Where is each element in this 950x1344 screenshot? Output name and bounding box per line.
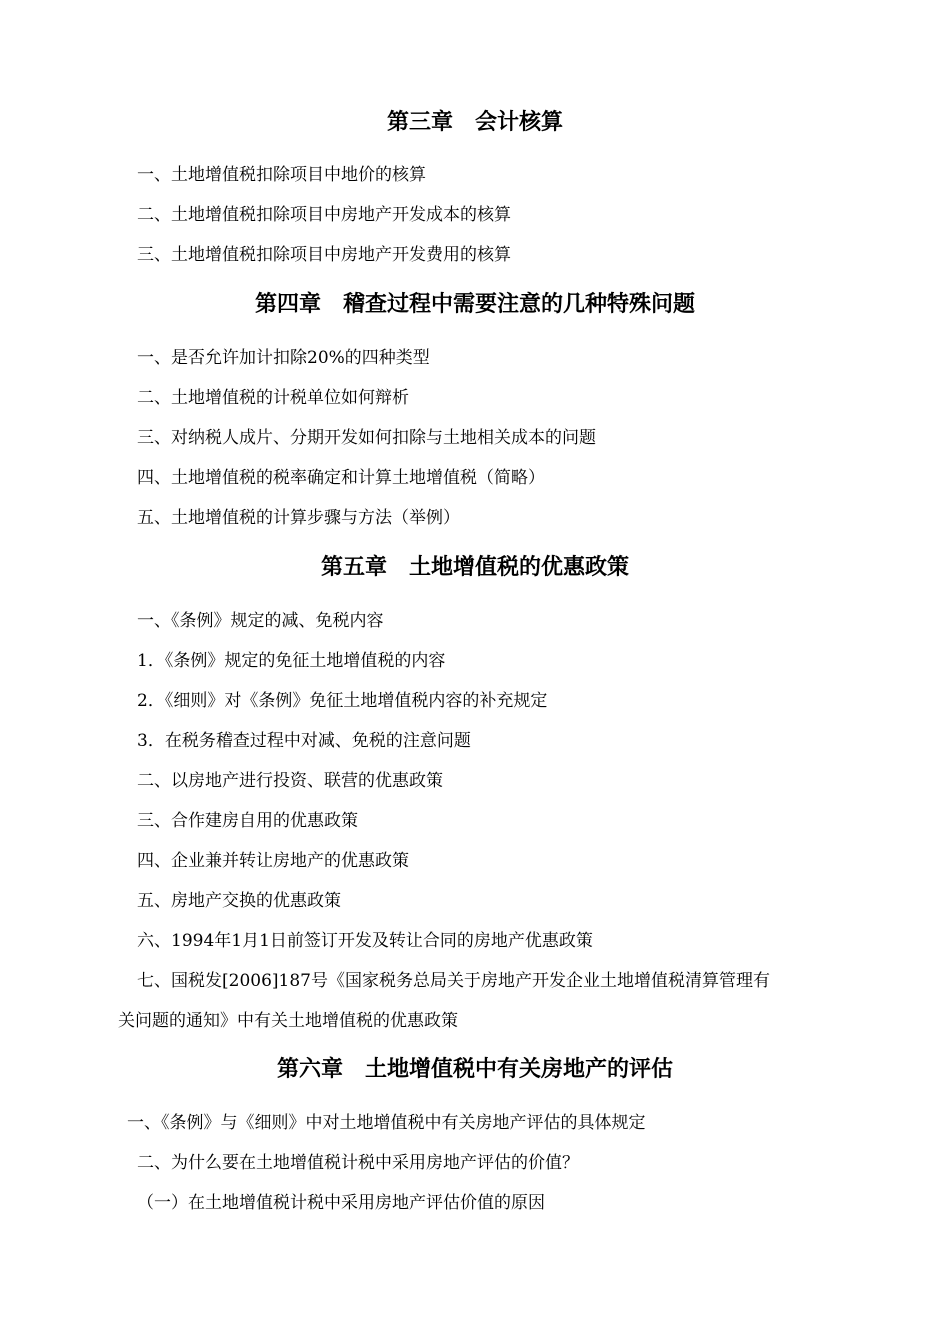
chapter-4-title: 第四章 稽查过程中需要注意的几种特殊问题 [254, 292, 695, 317]
chapter-5-item-4: 3．在税务稽查过程中对减、免税的注意问题 [137, 731, 471, 751]
chapter-4-item-1: 一、是否允许加计扣除20%的四种类型 [137, 348, 430, 368]
chapter-5-item-9: 六、1994年1月1日前签订开发及转让合同的房地产优惠政策 [137, 931, 593, 951]
chapter-3-item-3: 三、土地增值税扣除项目中房地产开发费用的核算 [137, 245, 511, 265]
chapter-4-item-4: 四、土地增值税的税率确定和计算土地增值税（简略） [137, 468, 545, 488]
chapter-5-item-10-line-1: 七、国税发[2006]187号《国家税务总局关于房地产开发企业土地增值税清算管理有 [137, 971, 770, 991]
chapter-5-item-6: 三、合作建房自用的优惠政策 [137, 811, 358, 831]
chapter-5-title: 第五章 土地增值税的优惠政策 [320, 555, 629, 580]
chapter-3-item-2: 二、土地增值税扣除项目中房地产开发成本的核算 [137, 205, 511, 225]
chapter-5-item-10-line-2: 关问题的通知》中有关土地增值税的优惠政策 [118, 1011, 458, 1031]
chapter-6-item-3: （一）在土地增值税计税中采用房地产评估价值的原因 [137, 1193, 545, 1213]
chapter-5-item-5: 二、以房地产进行投资、联营的优惠政策 [137, 771, 443, 791]
chapter-3-title: 第三章 会计核算 [386, 110, 563, 135]
chapter-6-title: 第六章 土地增值税中有关房地产的评估 [276, 1057, 673, 1082]
chapter-5-item-1: 一、《条例》规定的减、免税内容 [137, 611, 384, 631]
chapter-4-item-3: 三、对纳税人成片、分期开发如何扣除与土地相关成本的问题 [137, 428, 596, 448]
chapter-4-item-5: 五、土地增值税的计算步骤与方法（举例） [137, 508, 460, 528]
chapter-5-item-7: 四、企业兼并转让房地产的优惠政策 [137, 851, 409, 871]
chapter-5-item-2: 1．《条例》规定的免征土地增值税的内容 [137, 651, 446, 671]
chapter-5-item-8: 五、房地产交换的优惠政策 [137, 891, 341, 911]
chapter-6-item-2: 二、为什么要在土地增值税计税中采用房地产评估的价值？ [137, 1153, 579, 1173]
chapter-5-item-3: 2．《细则》对《条例》免征土地增值税内容的补充规定 [137, 691, 548, 711]
chapter-6-item-1: 一、《条例》与《细则》中对土地增值税中有关房地产评估的具体规定 [127, 1113, 646, 1133]
chapter-4-item-2: 二、土地增值税的计税单位如何辩析 [137, 388, 409, 408]
chapter-3-item-1: 一、土地增值税扣除项目中地价的核算 [137, 165, 426, 185]
